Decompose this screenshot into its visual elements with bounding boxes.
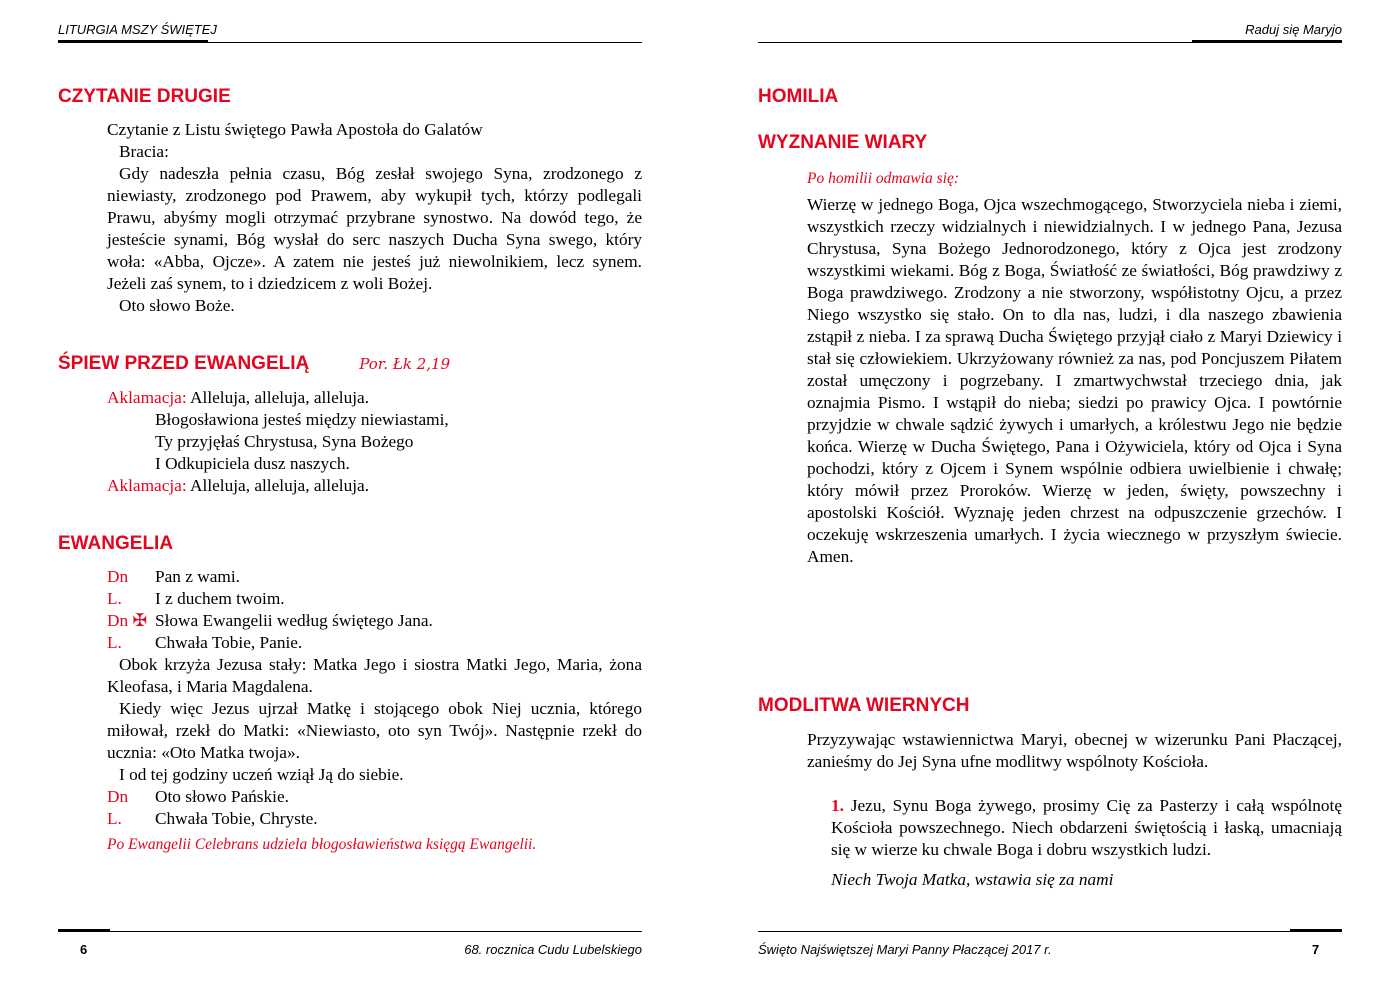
- section-heading-spiew: [58, 353, 450, 375]
- section-heading-ewangelia: EWANGELIA: [58, 533, 174, 554]
- section-heading-homilia: HOMILIA: [758, 86, 839, 107]
- acclamation-label: Aklamacja:: [107, 476, 187, 495]
- dialog-line: [107, 786, 642, 808]
- dialog-line: [107, 808, 642, 830]
- dialog-text: Słowa Ewangelii według świętego Jana.: [155, 611, 433, 630]
- intention-block: [831, 795, 1342, 891]
- dialog-text: Chwała Tobie, Panie.: [155, 633, 303, 652]
- footer-rule: [58, 931, 642, 932]
- speaker-label: Dn ✠: [107, 611, 147, 630]
- running-header: Raduj się Maryjo: [1245, 22, 1342, 37]
- section-heading-czytanie: CZYTANIE DRUGIE: [58, 86, 231, 107]
- speaker-label: Dn: [107, 787, 129, 806]
- dialog-line: [107, 610, 642, 632]
- dialog-text: Chwała Tobie, Chryste.: [155, 809, 318, 828]
- section-heading-wyznanie: WYZNANIE WIARY: [758, 132, 928, 153]
- prayer-intro: [807, 729, 1342, 773]
- dialog-text: Oto słowo Pańskie.: [155, 787, 289, 806]
- acclamation-label: Aklamacja:: [107, 388, 187, 407]
- dialog-text: I z duchem twoim.: [155, 589, 285, 608]
- reading-body: Gdy nadeszła pełnia czasu, Bóg zesłał swojego Syna, zrodzonego z niewiasty, zrodzonego pod Prawem, aby wykupił tych, którzy podlegali Prawu, abyśmy mogli otrzymać przybrane synostwo. Na dowód tego, że jesteście synami, Bóg wysłał do serc naszych Ducha Syna swego, który woła: «Abba, Ojcze». A zatem nie jesteś już niewolnikiem, lecz synem. Jeżeli zaś synem, to i dziedzicem z woli Bożej.: [107, 164, 642, 293]
- creed-text: Wierzę w jednego Boga, Ojca wszechmogącego, Stworzyciela nieba i ziemi, wszystkich rzeczy widzialnych i niewidzialnych. I w jednego Pana, Jezusa Chrystusa, Syna Bożego Jednorodzonego, który z Ojca jest zrodzony wszystkimi wiekami. Bóg z Boga, Światłość ze światłości, Bóg prawdziwy z Boga prawdziwego. Zrodzony a nie stworzony, współistotny Ojcu, a przez Niego wszystko się stało. On to dla nas, ludzi, i dla naszego zbawienia zstąpił z nieba. I za sprawą Ducha Świętego przyjął ciało z Maryi Dziewicy i stał się człowiekiem. Ukrzyżowany również za nas, pod Poncjuszem Piłatem został umęczony i pogrzebany. I zmartwychwstał trzeciego dnia, jak oznajmia Pismo. I wstąpił do nieba; siedzi po prawicy Ojca. I powtórnie przyjdzie w chwale sądzić żywych i umarłych, a królestwu Jego nie będzie końca. Wierzę w Ducha Świętego, Pana i Ożywiciela, który od Ojca i Syna pochodzi, który z Ojcem i Synem wspólnie odbiera uwielbienie i chwałę; który mówił przez Proroków. Wierzę w jeden, święty, powszechny i apostolski Kościół. Wyznaję jeden chrzest na odpuszczenie grzechów. I oczekuję wskrzeszenia umarłych. I życia wiecznego w przyszłym świecie. Amen.: [807, 195, 1342, 566]
- scripture-reference: Por. Łk 2,19: [359, 355, 451, 373]
- reading-closing: Oto słowo Boże.: [119, 296, 235, 315]
- verse-line: Błogosławiona jesteś między niewiastami,: [155, 410, 449, 429]
- acclamation-line: [107, 387, 642, 409]
- speaker-label: Dn: [107, 567, 129, 586]
- gospel-rubric: Po Ewangelii Celebrans udziela błogosławieństwa księgą Ewangelii.: [107, 836, 537, 853]
- acclamation-text: Alleluja, alleluja, alleluja.: [190, 388, 370, 407]
- footer-text: 68. rocznica Cudu Lubelskiego: [464, 942, 642, 957]
- speaker-label: L.: [107, 809, 122, 828]
- header-rule-thick: [1192, 40, 1342, 43]
- reading-block: [107, 119, 642, 317]
- creed-block: [807, 168, 1342, 568]
- footer-rule: [758, 931, 1342, 932]
- section-heading-modlitwa: MODLITWA WIERNYCH: [758, 695, 970, 716]
- acclamation-text: Alleluja, alleluja, alleluja.: [190, 476, 370, 495]
- intention-text: [831, 795, 1342, 861]
- verse-line: I Odkupiciela dusz naszych.: [155, 454, 350, 473]
- intention-body: Jezu, Synu Boga żywego, prosimy Cię za Pasterzy i całą wspólnotę Kościoła powszechnego. Niech obdarzeni świętością i łaską, umacniają się w wierze ku chwale Boga i dobru wszystkich ludzi.: [831, 796, 1342, 859]
- spiew-title: ŚPIEW PRZED EWANGELIĄ: [58, 353, 310, 374]
- prayer-intro-text: Przyzywając wstawiennictwa Maryi, obecnej w wizerunku Pani Płaczącej, zanieśmy do Jej Syna ufne modlitwy wspólnoty Kościoła.: [807, 730, 1342, 771]
- intention-response: Niech Twoja Matka, wstawia się za nami: [831, 870, 1114, 889]
- creed-rubric: Po homilii odmawia się:: [807, 170, 959, 187]
- page-number: 6: [80, 942, 88, 957]
- reading-intro: Czytanie z Listu świętego Pawła Apostoła do Galatów: [107, 120, 483, 139]
- dialog-line: [107, 632, 642, 654]
- header-rule: [58, 42, 642, 43]
- gospel-paragraph: Obok krzyża Jezusa stały: Matka Jego i siostra Matki Jego, Maria, żona Kleofasa, i Maria Magdalena.: [107, 655, 642, 696]
- acclamation-line: [107, 475, 642, 497]
- footer-rule-thick: [1290, 929, 1342, 932]
- footer-text: Święto Najświętszej Maryi Panny Płaczącej 2017 r.: [758, 942, 1052, 957]
- dialog-line: [107, 566, 642, 588]
- right-page: [700, 0, 1400, 990]
- reading-greeting: Bracia:: [119, 142, 169, 161]
- gospel-paragraph: I od tej godziny uczeń wziął Ją do siebie.: [119, 765, 404, 784]
- gospel-block: [107, 566, 642, 856]
- speaker-label: L.: [107, 589, 122, 608]
- page-number: 7: [1312, 942, 1320, 957]
- dialog-line: [107, 588, 642, 610]
- running-header: LITURGIA MSZY ŚWIĘTEJ: [58, 22, 217, 37]
- acclamation-block: [107, 387, 642, 497]
- speaker-label: L.: [107, 633, 122, 652]
- intention-number: 1.: [831, 796, 844, 815]
- gospel-paragraph: Kiedy więc Jezus ujrzał Matkę i stojącego obok Niej ucznia, którego miłował, rzekł do Matki: «Niewiasto, oto syn Twój». Następnie rzekł do ucznia: «Oto Matka twoja».: [107, 699, 642, 762]
- verse-line: Ty przyjęłaś Chrystusa, Syna Bożego: [155, 432, 414, 451]
- dialog-text: Pan z wami.: [155, 567, 240, 586]
